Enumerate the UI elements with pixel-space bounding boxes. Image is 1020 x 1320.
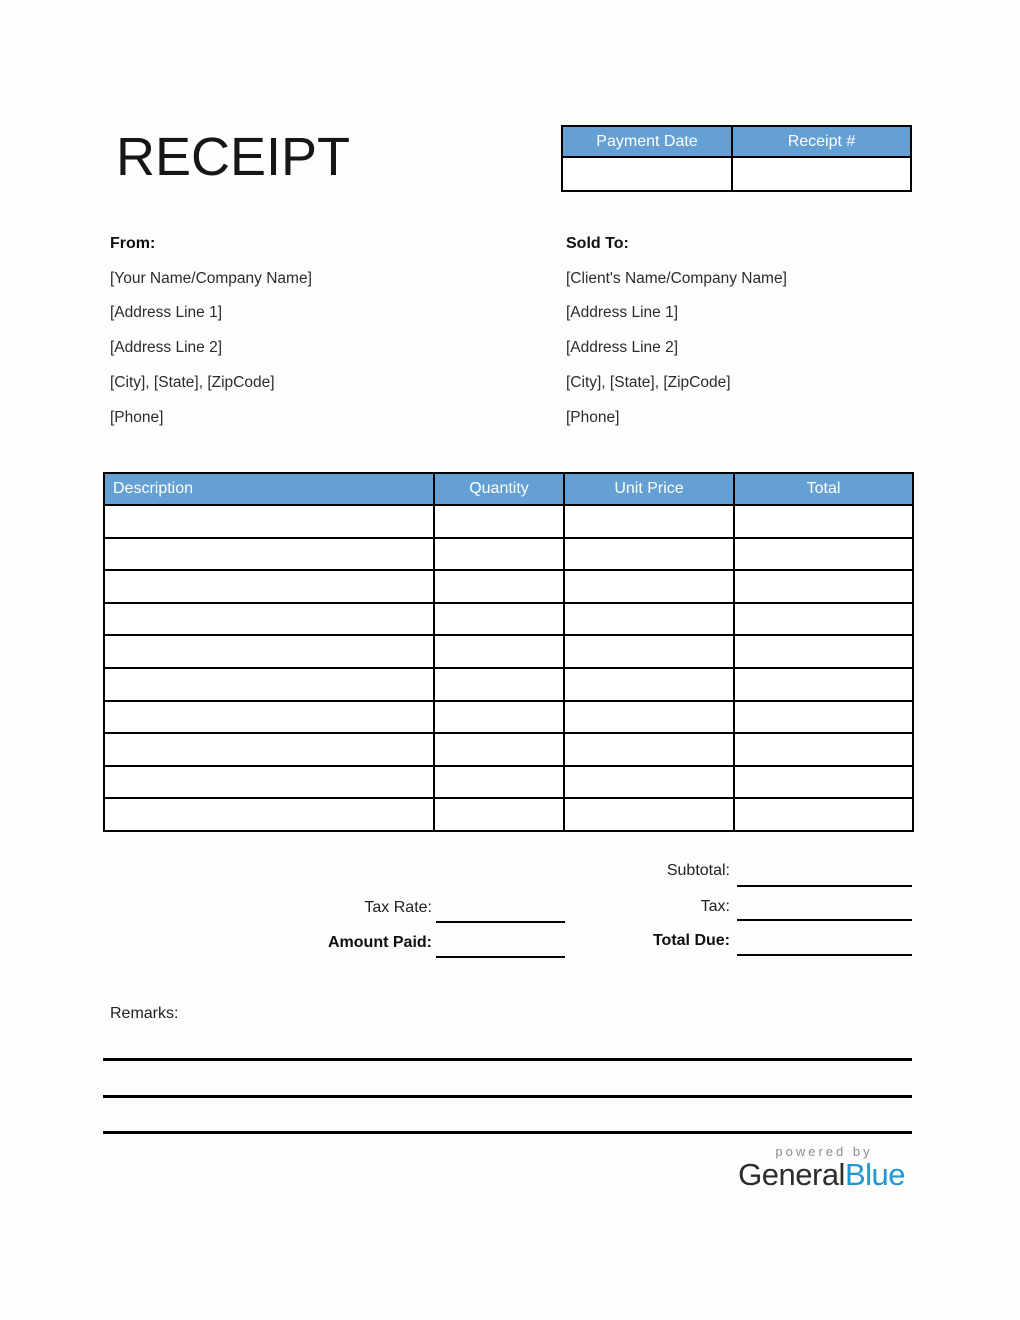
item-row (104, 635, 913, 668)
remarks-line-2[interactable] (103, 1095, 912, 1098)
tax-rate-label: Tax Rate: (364, 899, 432, 916)
total-due-label: Total Due: (652, 932, 730, 949)
item-cell-total[interactable] (734, 635, 913, 668)
from-name-placeholder[interactable]: [Your Name/Company Name] (110, 269, 312, 287)
brand-general-text: General (738, 1157, 845, 1192)
item-cell-quantity[interactable] (434, 635, 564, 668)
receipt-number-cell[interactable] (732, 157, 911, 191)
client-name-placeholder[interactable]: [Client's Name/Company Name] (566, 269, 787, 287)
item-cell-total[interactable] (734, 603, 913, 636)
item-row (104, 570, 913, 603)
item-row (104, 733, 913, 766)
powered-by-text: powered by (775, 1144, 873, 1159)
client-address1-placeholder[interactable]: [Address Line 1] (566, 304, 679, 322)
amount-paid-field[interactable] (436, 956, 565, 958)
description-column-header: Description (104, 473, 434, 505)
brand-blue-text: Blue (844, 1157, 905, 1192)
items-header-row (104, 473, 913, 505)
item-cell-total[interactable] (734, 570, 913, 603)
from-address1-placeholder[interactable]: [Address Line 1] (110, 304, 223, 322)
item-cell-unit-price[interactable] (564, 668, 734, 701)
item-cell-quantity[interactable] (434, 668, 564, 701)
payment-info-header-row (562, 126, 911, 157)
item-cell-unit-price[interactable] (564, 635, 734, 668)
remarks-line-1[interactable] (103, 1058, 912, 1061)
item-row (104, 766, 913, 799)
item-cell-description[interactable] (104, 798, 434, 831)
item-cell-quantity[interactable] (434, 766, 564, 799)
item-cell-description[interactable] (104, 538, 434, 571)
items-table-body (104, 505, 913, 831)
item-cell-unit-price[interactable] (564, 733, 734, 766)
unit-price-column-header: Unit Price (564, 473, 734, 505)
item-cell-unit-price[interactable] (564, 701, 734, 734)
item-cell-unit-price[interactable] (564, 538, 734, 571)
item-row (104, 701, 913, 734)
page-title: RECEIPT (116, 127, 351, 187)
amount-paid-label: Amount Paid: (328, 934, 432, 951)
from-phone-placeholder[interactable]: [Phone] (110, 408, 164, 426)
item-row (104, 505, 913, 538)
item-cell-quantity[interactable] (434, 733, 564, 766)
tax-label: Tax: (700, 898, 730, 915)
item-cell-description[interactable] (104, 505, 434, 538)
item-cell-description[interactable] (104, 635, 434, 668)
subtotal-field[interactable] (737, 885, 912, 887)
item-cell-description[interactable] (104, 668, 434, 701)
remarks-line-3[interactable] (103, 1131, 912, 1134)
item-cell-description[interactable] (104, 603, 434, 636)
item-cell-unit-price[interactable] (564, 505, 734, 538)
remarks-label: Remarks: (110, 1005, 179, 1022)
item-cell-unit-price[interactable] (564, 603, 734, 636)
item-cell-total[interactable] (734, 701, 913, 734)
payment-date-header: Payment Date (562, 126, 732, 157)
tax-field[interactable] (737, 919, 912, 921)
item-cell-quantity[interactable] (434, 798, 564, 831)
item-cell-quantity[interactable] (434, 505, 564, 538)
item-cell-description[interactable] (104, 570, 434, 603)
item-cell-quantity[interactable] (434, 701, 564, 734)
item-cell-total[interactable] (734, 766, 913, 799)
item-cell-total[interactable] (734, 538, 913, 571)
item-row (104, 798, 913, 831)
payment-date-cell[interactable] (562, 157, 732, 191)
client-city-placeholder[interactable]: [City], [State], [ZipCode] (566, 373, 731, 391)
sold-to-section (566, 227, 986, 435)
subtotal-label: Subtotal: (666, 862, 730, 879)
item-row (104, 603, 913, 636)
items-table (103, 472, 914, 832)
from-city-placeholder[interactable]: [City], [State], [ZipCode] (110, 373, 275, 391)
item-row (104, 538, 913, 571)
receipt-number-header: Receipt # (732, 126, 911, 157)
item-cell-total[interactable] (734, 798, 913, 831)
item-cell-quantity[interactable] (434, 570, 564, 603)
from-section (110, 227, 530, 435)
item-row (104, 668, 913, 701)
payment-info-table (561, 125, 912, 192)
from-label: From: (110, 235, 156, 252)
item-cell-total[interactable] (734, 733, 913, 766)
item-cell-quantity[interactable] (434, 538, 564, 571)
payment-info-value-row (562, 157, 911, 191)
item-cell-description[interactable] (104, 733, 434, 766)
from-address2-placeholder[interactable]: [Address Line 2] (110, 339, 223, 357)
quantity-column-header: Quantity (434, 473, 564, 505)
item-cell-unit-price[interactable] (564, 798, 734, 831)
item-cell-total[interactable] (734, 505, 913, 538)
item-cell-description[interactable] (104, 701, 434, 734)
item-cell-total[interactable] (734, 668, 913, 701)
total-due-field[interactable] (737, 954, 912, 956)
item-cell-unit-price[interactable] (564, 570, 734, 603)
tax-rate-field[interactable] (436, 921, 565, 923)
sold-to-label: Sold To: (566, 235, 629, 252)
client-address2-placeholder[interactable]: [Address Line 2] (566, 339, 679, 357)
item-cell-description[interactable] (104, 766, 434, 799)
general-blue-logo (703, 1157, 905, 1193)
client-phone-placeholder[interactable]: [Phone] (566, 408, 620, 426)
item-cell-unit-price[interactable] (564, 766, 734, 799)
total-column-header: Total (734, 473, 913, 505)
item-cell-quantity[interactable] (434, 603, 564, 636)
